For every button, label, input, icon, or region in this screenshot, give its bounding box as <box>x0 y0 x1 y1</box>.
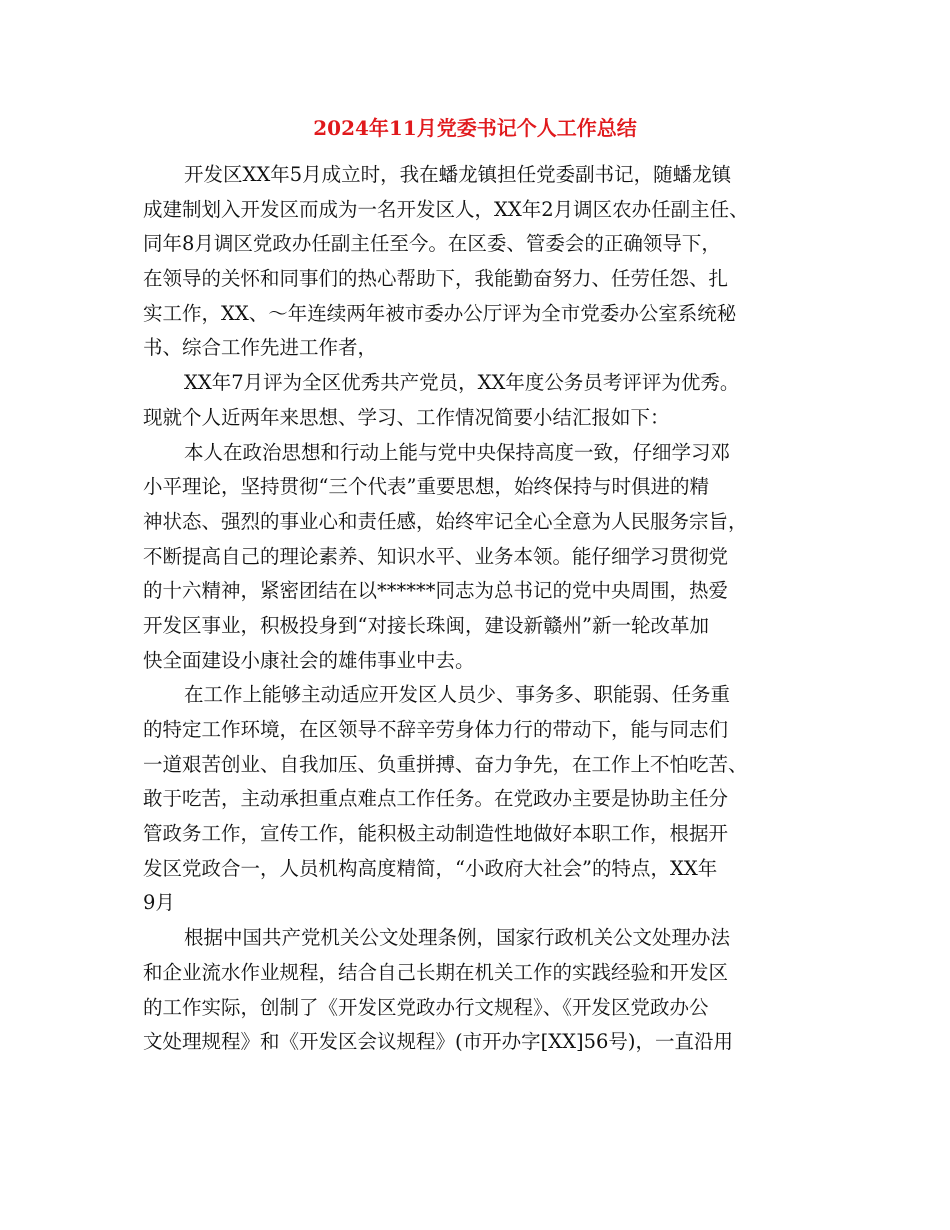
text-line: 的十六精神，紧密团结在以******同志为总书记的党中央周围，热爱 <box>143 579 729 603</box>
text-line: 不断提高自己的理论素养、知识水平、业务本领。能仔细学习贯彻党 <box>143 544 729 568</box>
paragraph-3 <box>143 436 803 679</box>
document-title: 2024年11月党委书记个人工作总结 <box>313 116 637 140</box>
text-line: 快全面建设小康社会的雄伟事业中去。 <box>143 648 475 672</box>
text-line: 一道艰苦创业、自我加压、负重拼搏、奋力争先，在工作上不怕吃苦、 <box>143 752 748 776</box>
text-line: 书、综合工作先进工作者， <box>143 336 378 360</box>
text-line: 开发区事业，积极投身到“对接长珠闽，建设新赣州”新一轮改革加 <box>143 613 709 637</box>
paragraph-2 <box>143 366 803 435</box>
document-body <box>143 158 803 1060</box>
text-line: 管政务工作，宣传工作，能积极主动制造性地做好本职工作，根据开 <box>143 822 729 846</box>
text-line: 的特定工作环境，在区领导不辞辛劳身体力行的带动下，能与同志们 <box>143 718 729 741</box>
text-line: 在工作上能够主动适应开发区人员少、事务多、职能弱、任务重 <box>184 683 731 707</box>
text-line: 成建制划入开发区而成为一名开发区人，XX年2月调区农办任副主任、 <box>143 197 749 221</box>
paragraph-4 <box>143 678 803 921</box>
text-line: 本人在政治思想和行动上能与党中央保持高度一致，仔细学习邓 <box>184 440 731 464</box>
text-line: 在领导的关怀和同事们的热心帮助下，我能勤奋努力、任劳任怨、扎 <box>143 267 729 291</box>
text-line: 开发区XX年5月成立时，我在蟠龙镇担任党委副书记，随蟠龙镇 <box>184 163 732 186</box>
text-line: 敢于吃苦，主动承担重点难点工作任务。在党政办主要是协助主任分 <box>143 787 729 811</box>
text-line: 根据中国共产党机关公文处理条例，国家行政机关公文处理办法 <box>184 926 731 950</box>
text-line: 神状态、强烈的事业心和责任感，始终牢记全心全意为人民服务宗旨， <box>143 509 748 533</box>
text-line: 的工作实际，创制了《开发区党政办行文规程》、《开发区党政办公 <box>143 995 709 1019</box>
text-line: XX年7月评为全区优秀共产党员，XX年度公务员考评评为优秀。 <box>184 371 740 395</box>
paragraph-1 <box>143 158 803 366</box>
text-line: 实工作，XX、～年连续两年被市委办公厅评为全市党委办公室系统秘 <box>143 301 737 325</box>
text-line: 9月 <box>143 891 175 915</box>
text-line: 现就个人近两年来思想、学习、工作情况简要小结汇报如下： <box>143 405 670 429</box>
text-line: 小平理论，坚持贯彻“三个代表”重要思想，始终保持与时俱进的精 <box>143 475 709 499</box>
paragraph-5 <box>143 921 803 1060</box>
text-line: 和企业流水作业规程，结合自己长期在机关工作的实践经验和开发区 <box>143 960 729 984</box>
text-line: 文处理规程》和《开发区会议规程》(市开办字[XX]56号)，一直沿用 <box>143 1030 734 1054</box>
text-line: 发区党政合一，人员机构高度精简，“小政府大社会”的特点，XX年 <box>143 856 718 880</box>
text-line: 同年8月调区党政办任副主任至今。在区委、管委会的正确领导下， <box>143 232 721 256</box>
